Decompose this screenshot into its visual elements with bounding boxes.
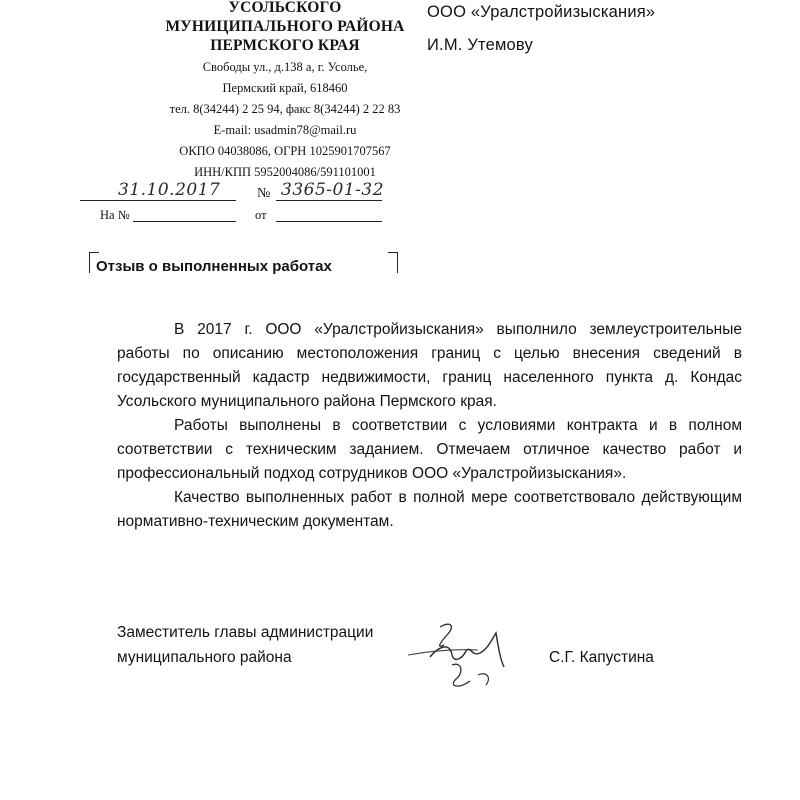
sender-email: E-mail: usadmin78@mail.ru bbox=[213, 123, 357, 137]
from-label: от bbox=[255, 208, 267, 222]
outgoing-date: 31.10.2017 bbox=[118, 180, 221, 200]
signatory-name: С.Г. Капустина bbox=[549, 649, 654, 666]
sender-org-line: ПЕРМСКОГО КРАЯ bbox=[210, 37, 360, 54]
reply-to-label: На № bbox=[100, 208, 130, 222]
signatory-position-line-2: муниципального района bbox=[117, 649, 292, 666]
sender-org-line: УСОЛЬСКОГО bbox=[228, 0, 342, 16]
letter-body bbox=[117, 318, 742, 534]
subject-title: Отзыв о выполненных работах bbox=[96, 258, 332, 275]
reply-number-line bbox=[133, 221, 236, 222]
signatory-position-line-1: Заместитель главы администрации bbox=[117, 624, 374, 641]
sender-okpo: ОКПО 04038086, ОГРН 1025901707567 bbox=[179, 144, 391, 158]
addressee-person: И.М. Утемову bbox=[427, 36, 533, 54]
body-paragraph-3: Качество выполненных работ в полной мере соответствовало действующим нормативно-техническим документам. bbox=[117, 489, 742, 530]
handwritten-signature bbox=[400, 615, 535, 700]
sender-address: Свободы ул., д.138 а, г. Усолье, bbox=[202, 60, 368, 74]
addressee-company: ООО «Уралстройизыскания» bbox=[427, 3, 656, 21]
number-sign: № bbox=[257, 186, 271, 201]
date-underline bbox=[80, 200, 236, 201]
reply-date-line bbox=[276, 221, 382, 222]
body-paragraph-1: В 2017 г. ООО «Уралстройизыскания» выполнило землеустроительные работы по описанию местоположения границ с целью внесения сведений в государственный кадастр недвижимости, границ населенного пункта д. Кондас Усольского муниципального района Пермского края. bbox=[117, 321, 742, 410]
sender-org-line: МУНИЦИПАЛЬНОГО РАЙОНА bbox=[165, 18, 405, 35]
signatory-position bbox=[117, 620, 373, 670]
body-paragraph-2: Работы выполнены в соответствии с условиями контракта и в полном соответствии с техническим заданием. Отмечаем отличное качество работ и профессиональный подход сотрудников ООО «Уралстройизыскания». bbox=[117, 417, 742, 482]
sender-phone: тел. 8(34244) 2 25 94, факс 8(34244) 2 22 83 bbox=[169, 102, 401, 116]
sender-city: Пермский край, 618460 bbox=[222, 81, 348, 95]
sender-inn: ИНН/КПП 5952004086/591101001 bbox=[194, 165, 376, 179]
outgoing-number: 3365-01-32 bbox=[281, 180, 385, 200]
number-underline bbox=[276, 200, 382, 201]
subject-bracket-right bbox=[388, 252, 398, 273]
